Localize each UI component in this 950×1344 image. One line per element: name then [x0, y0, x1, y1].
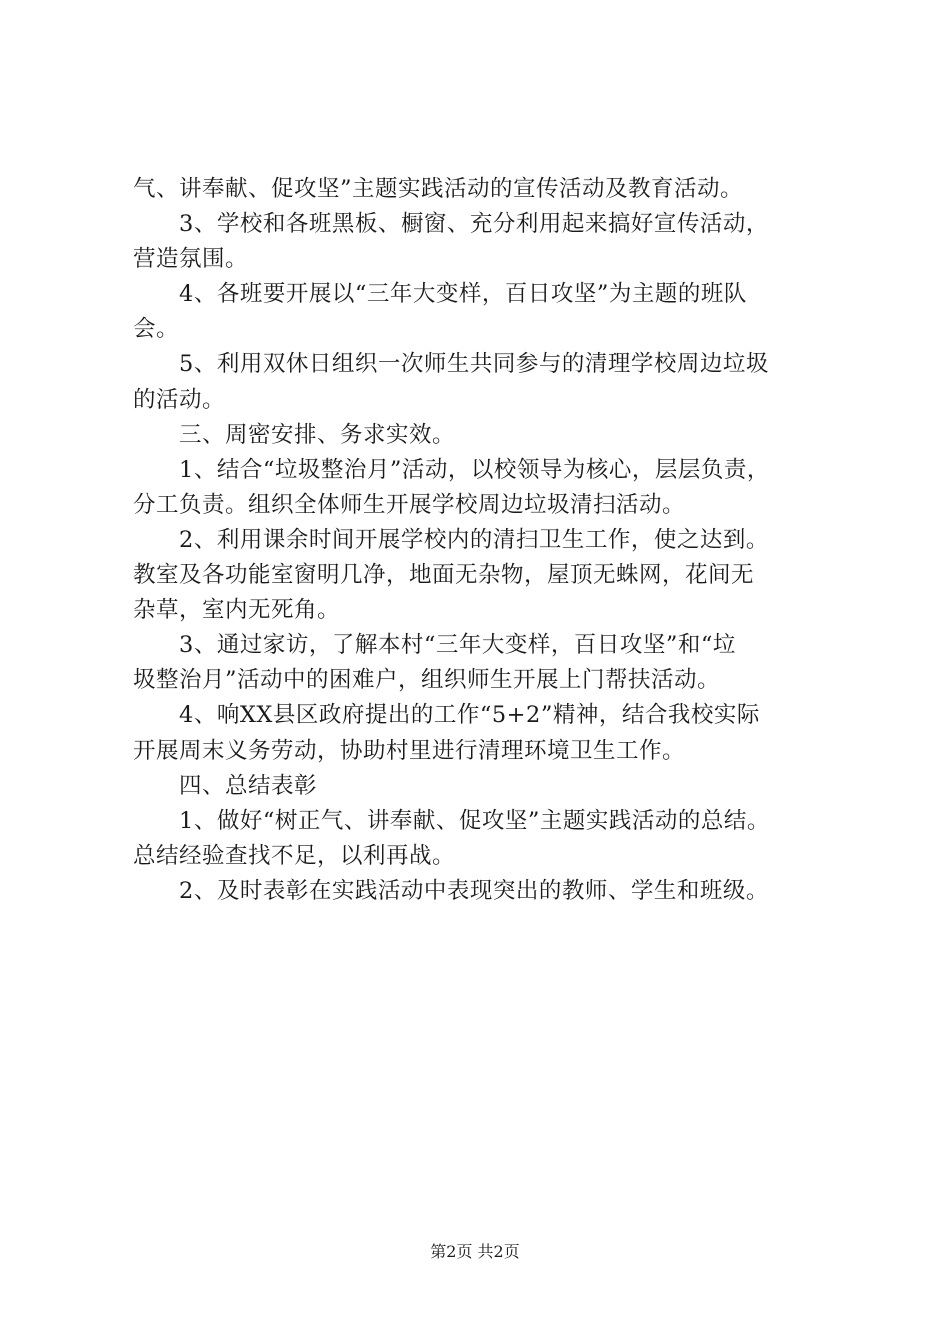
text-line: 四、总结表彰 [179, 772, 318, 799]
text-line: 2、及时表彰在实践活动中表现突出的教师、学生和班级。 [179, 877, 769, 904]
text-line: 会。 [133, 316, 180, 343]
text-line: 教室及各功能室窗明几净，地面无杂物，屋顶无蛛网，花间无 [133, 562, 755, 589]
text-line: 1、结合“垃圾整治月”活动，以校领导为核心，层层负责， [179, 456, 770, 483]
text-line: 4、响XX县区政府提出的工作“5+2”精神，结合我校实际 [179, 702, 760, 729]
text-line: 5、利用双休日组织一次师生共同参与的清理学校周边垃圾 [179, 351, 769, 378]
text-line: 的活动。 [133, 386, 226, 413]
text-line: 杂草，室内无死角。 [133, 597, 341, 624]
document-body [133, 172, 845, 909]
text-line: 三、周密安排、务求实效。 [179, 421, 456, 448]
text-line: 3、学校和各班黑板、橱窗、充分利用起来搞好宣传活动， [179, 211, 769, 238]
text-line: 4、各班要开展以“三年大变样，百日攻坚”为主题的班队 [179, 281, 747, 308]
text-line: 营造氛围。 [133, 246, 249, 273]
text-line: 分工负责。组织全体师生开展学校周边垃圾清扫活动。 [133, 491, 686, 518]
text-line: 圾整治月”活动中的困难户，组织师生开展上门帮扶活动。 [133, 667, 721, 694]
text-line: 2、利用课余时间开展学校内的清扫卫生工作，使之达到。 [179, 526, 769, 553]
text-line: 1、做好“树正气、讲奉献、促攻坚”主题实践活动的总结。 [179, 807, 770, 834]
page-footer: 第2页 共2页 [430, 1242, 520, 1261]
text-line: 总结经验查找不足，以利再战。 [133, 842, 456, 869]
text-line: 3、通过家访，了解本村“三年大变样，百日攻坚”和“垃 [179, 632, 736, 659]
text-line: 开展周末义务劳动，协助村里进行清理环境卫生工作。 [133, 737, 686, 764]
text-line: 气、讲奉献、促攻坚”主题实践活动的宣传活动及教育活动。 [133, 176, 744, 202]
